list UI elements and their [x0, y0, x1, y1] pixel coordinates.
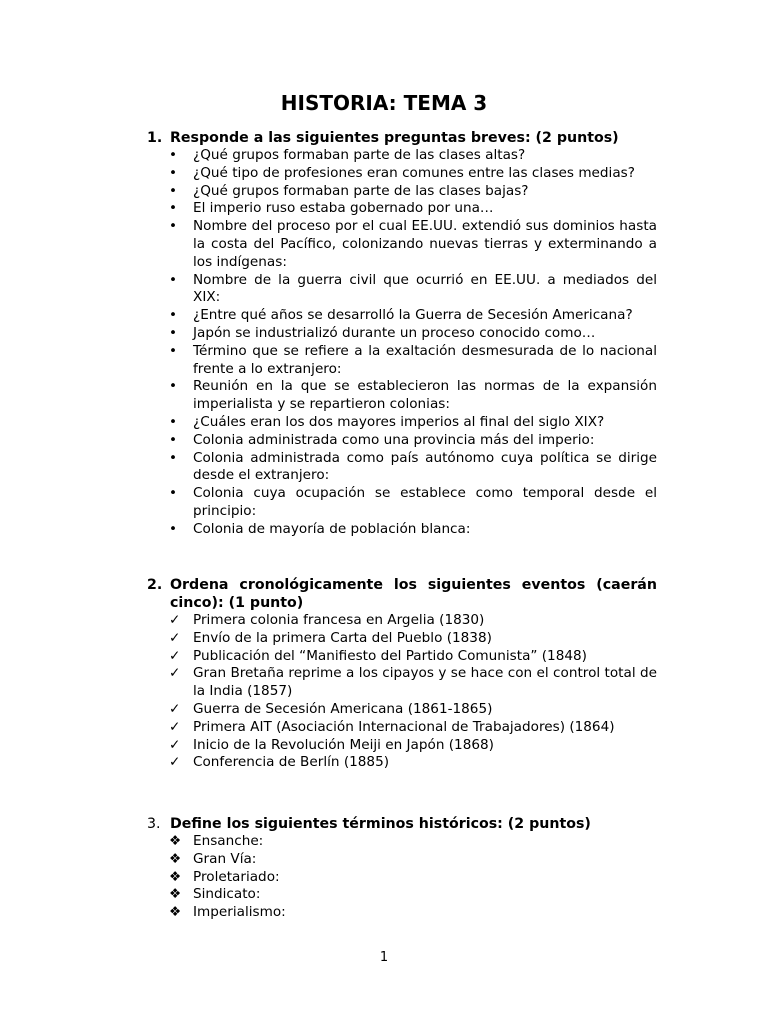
- list-item: [145, 630, 657, 648]
- diamond-bullet-icon: ❖: [169, 886, 182, 903]
- bullet-icon: •: [169, 413, 178, 430]
- event-list: [145, 612, 657, 772]
- diamond-bullet-icon: ❖: [169, 850, 182, 867]
- bullet-icon: •: [169, 164, 178, 181]
- section-definitions: [145, 815, 657, 922]
- checkmark-icon: ✓: [169, 700, 181, 717]
- section-number: 1.: [147, 130, 163, 146]
- bullet-icon: •: [169, 218, 178, 235]
- list-item: [145, 414, 657, 432]
- section-heading-text: Responde a las siguientes preguntas breves: (2 puntos): [170, 130, 619, 146]
- checkmark-icon: ✓: [169, 718, 181, 735]
- list-item: [145, 450, 657, 486]
- list-item-text: Inicio de la Revolución Meiji en Japón (1868): [193, 736, 494, 753]
- list-item-text: Gran Vía:: [193, 850, 257, 867]
- list-item-text: Primera colonia francesa en Argelia (1830): [193, 612, 485, 628]
- list-item: [145, 307, 657, 325]
- list-item: [145, 200, 657, 218]
- list-item: [145, 343, 657, 379]
- list-item-text: ¿Cuáles eran los dos mayores imperios al final del siglo XIX?: [193, 413, 605, 430]
- list-item-text: Proletariado:: [193, 868, 280, 885]
- section-heading: [145, 576, 657, 612]
- section-heading: [145, 129, 657, 147]
- diamond-bullet-icon: ❖: [169, 833, 182, 849]
- checkmark-icon: ✓: [169, 736, 181, 753]
- list-item: [145, 612, 657, 630]
- list-item: [145, 833, 657, 851]
- list-item: [145, 165, 657, 183]
- list-item: [145, 648, 657, 666]
- checkmark-icon: ✓: [169, 754, 181, 771]
- list-item: [145, 183, 657, 201]
- list-item-text: Envío de la primera Carta del Pueblo (1838): [193, 629, 492, 646]
- list-item-text: Gran Bretaña reprime a los cipayos y se hace con el control total de la India (1857): [193, 665, 657, 700]
- list-item-text: Colonia administrada como país autónomo cuya política se dirige desde el extranjero:: [193, 449, 657, 484]
- bullet-icon: •: [169, 520, 178, 537]
- list-item-text: Término que se refiere a la exaltación desmesurada de lo nacional frente a lo extranjero:: [193, 342, 657, 377]
- page-number: 1: [379, 950, 389, 965]
- list-item-text: Conferencia de Berlín (1885): [193, 754, 390, 771]
- bullet-icon: •: [169, 271, 178, 288]
- list-item-text: Colonia de mayoría de población blanca:: [193, 520, 471, 537]
- diamond-bullet-icon: ❖: [169, 904, 182, 921]
- list-item: [145, 719, 657, 737]
- list-item-text: ¿Qué grupos formaban parte de las clases bajas?: [193, 182, 529, 199]
- checkmark-icon: ✓: [169, 629, 181, 646]
- list-item-text: Japón se industrializó durante un proceso conocido como…: [193, 324, 596, 341]
- list-item-text: ¿Qué tipo de profesiones eran comunes entre las clases medias?: [193, 164, 635, 181]
- list-item-text: Guerra de Secesión Americana (1861-1865): [193, 700, 493, 717]
- list-item: [145, 701, 657, 719]
- bullet-icon: •: [169, 378, 178, 395]
- list-item: [145, 218, 657, 271]
- checkmark-icon: ✓: [169, 647, 181, 664]
- bullet-icon: •: [169, 200, 178, 217]
- term-list: [145, 833, 657, 922]
- list-item-text: El imperio ruso estaba gobernado por una…: [193, 200, 494, 217]
- section-heading-text: Ordena cronológicamente los siguientes eventos (caerán cinco): (1 punto): [170, 577, 657, 611]
- list-item-text: Nombre de la guerra civil que ocurrió en EE.UU. a mediados del XIX:: [193, 271, 657, 306]
- bullet-icon: •: [169, 147, 178, 163]
- list-item-text: Nombre del proceso por el cual EE.UU. extendió sus dominios hasta la costa del Pacífico, colonizando nuevas tierras y exterminando a los indígenas:: [193, 218, 657, 270]
- section-heading: [145, 815, 657, 833]
- section-number: 3.: [147, 816, 161, 832]
- document-title: HISTORIA: TEMA 3: [280, 91, 488, 115]
- list-item: [145, 904, 657, 922]
- checkmark-icon: ✓: [169, 612, 181, 628]
- list-item: [145, 432, 657, 450]
- checkmark-icon: ✓: [169, 665, 181, 682]
- section-heading-text: Define los siguientes términos históricos: (2 puntos): [170, 816, 591, 832]
- question-list: [145, 147, 657, 539]
- list-item: [145, 272, 657, 308]
- bullet-icon: •: [169, 182, 178, 199]
- list-item-text: Imperialismo:: [193, 904, 286, 921]
- section-chronology: [145, 576, 657, 772]
- bullet-icon: •: [169, 485, 178, 502]
- bullet-icon: •: [169, 449, 178, 466]
- list-item: [145, 665, 657, 701]
- list-item: [145, 737, 657, 755]
- list-item: [145, 754, 657, 772]
- list-item-text: Reunión en la que se establecieron las normas de la expansión imperialista y se repartieron colonias:: [193, 378, 657, 413]
- section-number: 2.: [147, 577, 163, 593]
- list-item: [145, 869, 657, 887]
- list-item-text: Primera AIT (Asociación Internacional de Trabajadores) (1864): [193, 718, 615, 735]
- list-item: [145, 521, 657, 539]
- list-item: [145, 851, 657, 869]
- bullet-icon: •: [169, 324, 178, 341]
- bullet-icon: •: [169, 431, 178, 448]
- list-item: [145, 325, 657, 343]
- list-item-text: Colonia cuya ocupación se establece como temporal desde el principio:: [193, 485, 657, 519]
- list-item-text: Sindicato:: [193, 886, 261, 903]
- bullet-icon: •: [169, 307, 178, 324]
- list-item: [145, 378, 657, 414]
- list-item: [145, 485, 657, 521]
- list-item-text: ¿Entre qué años se desarrolló la Guerra de Secesión Americana?: [193, 307, 633, 324]
- bullet-icon: •: [169, 342, 178, 359]
- list-item-text: Ensanche:: [193, 833, 264, 849]
- list-item: [145, 886, 657, 904]
- list-item: [145, 147, 657, 165]
- list-item-text: Colonia administrada como una provincia más del imperio:: [193, 431, 595, 448]
- list-item-text: ¿Qué grupos formaban parte de las clases altas?: [193, 147, 526, 163]
- section-short-questions: [145, 129, 657, 539]
- list-item-text: Publicación del “Manifiesto del Partido Comunista” (1848): [193, 647, 587, 664]
- diamond-bullet-icon: ❖: [169, 868, 182, 885]
